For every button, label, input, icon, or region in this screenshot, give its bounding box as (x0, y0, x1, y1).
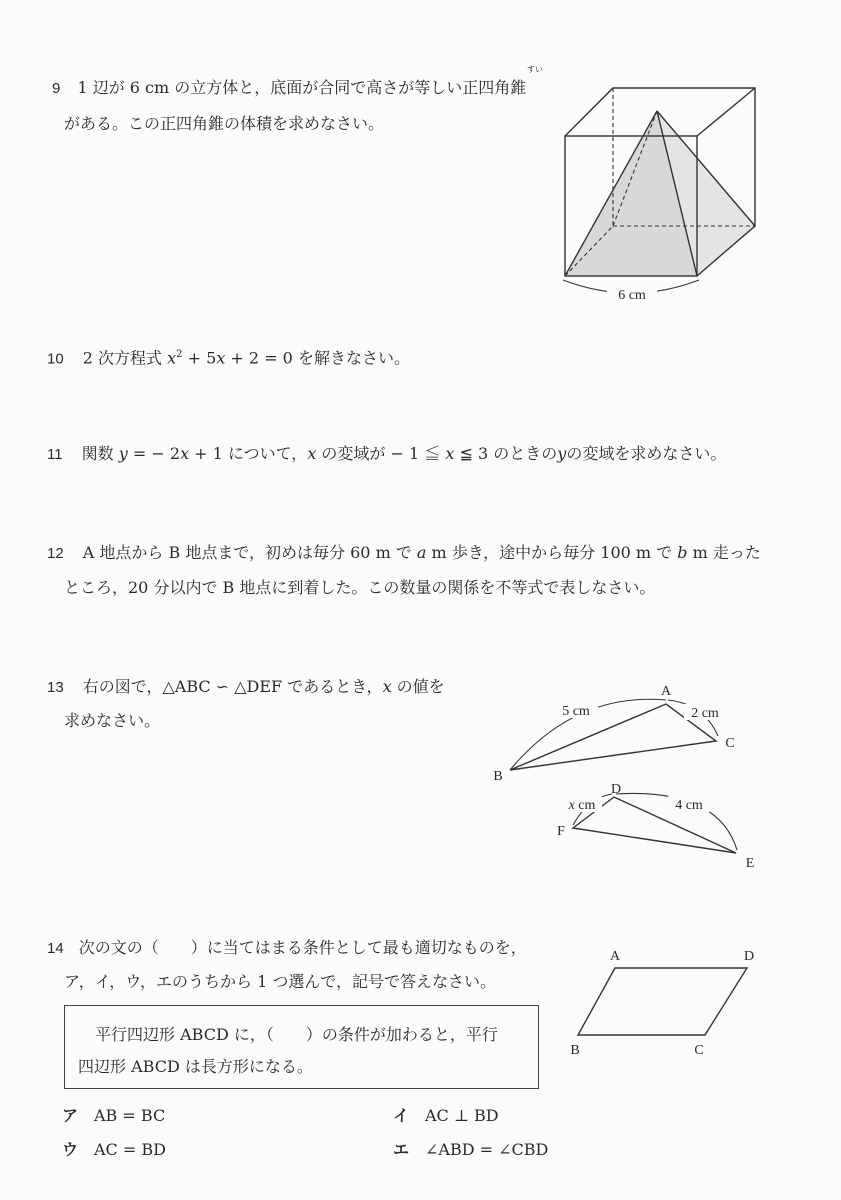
q11-t4: の変域が − 1 ≦ (316, 444, 446, 463)
q10-text-a: 2 次方程式 (82, 348, 168, 368)
q12-line1 (47, 543, 761, 564)
condition-box-line1: 平行四辺形 ABCD に，（ ）の条件が加わると，平行 (95, 1025, 498, 1044)
label-df-length (568, 798, 596, 813)
option-e-text: ∠ABD = ∠CBD (425, 1140, 549, 1159)
q9-ruby: すい (527, 65, 543, 74)
q10-text-b: + 5 (182, 348, 217, 368)
q10-var-x: x (167, 348, 177, 368)
vertex-a: A (660, 684, 672, 699)
q12-line2: ところ，20 分以内で B 地点に到着した。この数量の関係を不等式で表しなさい。 (64, 578, 656, 597)
q14-line1 (47, 938, 527, 959)
q11-t3: + 1 について， (189, 444, 308, 463)
q9-line2: がある。この正四角錐の体積を求めなさい。 (64, 114, 385, 133)
q9-number: 9 (52, 80, 61, 97)
label-de-length: 4 cm (675, 798, 703, 813)
vertex-d: D (610, 782, 622, 797)
vertex-a: A (609, 949, 621, 964)
q12-var-b: b (677, 543, 688, 562)
vertex-f: F (557, 824, 565, 839)
q13-t2: の値を (391, 677, 445, 696)
parallelogram-abcd (578, 968, 747, 1035)
q12-t2: m 歩き，途中から毎分 100 m で (426, 543, 678, 562)
vertex-c: C (725, 736, 735, 751)
option-e (393, 1137, 548, 1160)
option-u-text: AC = BD (94, 1140, 166, 1159)
q11-x1: x (180, 444, 190, 463)
option-i-key: イ (393, 1106, 410, 1125)
q11-x3: x (445, 444, 455, 463)
label-ab-length: 5 cm (562, 704, 590, 719)
q11-t6: の変域を求めなさい。 (566, 444, 727, 463)
q9-dimension-label: 6 cm (618, 288, 646, 303)
q11-t1: 関数 (81, 444, 119, 463)
q11-t5: ≦ 3 のときの (454, 444, 558, 463)
option-e-key: エ (393, 1140, 410, 1159)
q11-line (47, 444, 726, 465)
q13-var-x: x (382, 677, 392, 696)
q10-number: 10 (47, 350, 64, 368)
option-u (62, 1137, 166, 1160)
q12-t1: A 地点から B 地点まで，初めは毎分 60 m で (82, 543, 417, 562)
q12-number: 12 (47, 545, 64, 562)
q13-t1: 右の図で，△ABC ∽ △DEF であるとき， (82, 677, 383, 696)
q14-number: 14 (47, 940, 64, 957)
q14-line2: ア，イ，ウ，エのうちから 1 つ選んで，記号で答えなさい。 (64, 972, 497, 991)
q12-var-a: a (416, 543, 427, 562)
q10-var-x2: x (216, 348, 226, 368)
option-a-key: ア (62, 1106, 79, 1125)
q9-line1 (52, 78, 526, 99)
q11-number: 11 (47, 446, 63, 463)
q13-line1 (47, 677, 445, 698)
q10-line (47, 345, 410, 369)
cube-pyramid-figure (545, 78, 775, 310)
condition-box (64, 1005, 539, 1089)
q11-y2: y (557, 444, 567, 463)
option-i (393, 1103, 499, 1126)
vertex-b: B (493, 769, 503, 784)
similar-triangles-figure (480, 670, 780, 880)
q11-x2: x (307, 444, 317, 463)
label-df-unit: cm (574, 798, 596, 813)
q14-text-1: 次の文の（ ）に当てはまる条件として最も適切なものを， (78, 938, 527, 957)
q10-text-c: + 2 = 0 を解きなさい。 (225, 348, 410, 368)
vertex-d: D (743, 949, 755, 964)
q13-line2: 求めなさい。 (64, 711, 161, 730)
parallelogram-figure (555, 940, 770, 1065)
vertex-b: B (570, 1043, 580, 1058)
option-i-text: AC ⊥ BD (425, 1106, 499, 1125)
label-ac-length: 2 cm (691, 706, 719, 721)
q10-exponent: 2 (176, 349, 183, 360)
label-df-var: x (568, 798, 575, 813)
q9-text-1: 1 辺が 6 cm の立方体と，底面が合同で高さが等しい正四角錐 (77, 78, 527, 97)
option-a (62, 1103, 165, 1126)
option-a-text: AB = BC (94, 1106, 166, 1125)
vertex-e: E (745, 856, 755, 871)
condition-box-line2: 四辺形 ABCD は長方形になる。 (78, 1057, 313, 1076)
option-u-key: ウ (62, 1140, 79, 1159)
q11-t2: = − 2 (127, 444, 181, 463)
vertex-c: C (694, 1043, 704, 1058)
q11-y1: y (118, 444, 128, 463)
q13-number: 13 (47, 679, 64, 696)
q12-t3: m 走った (687, 543, 761, 562)
